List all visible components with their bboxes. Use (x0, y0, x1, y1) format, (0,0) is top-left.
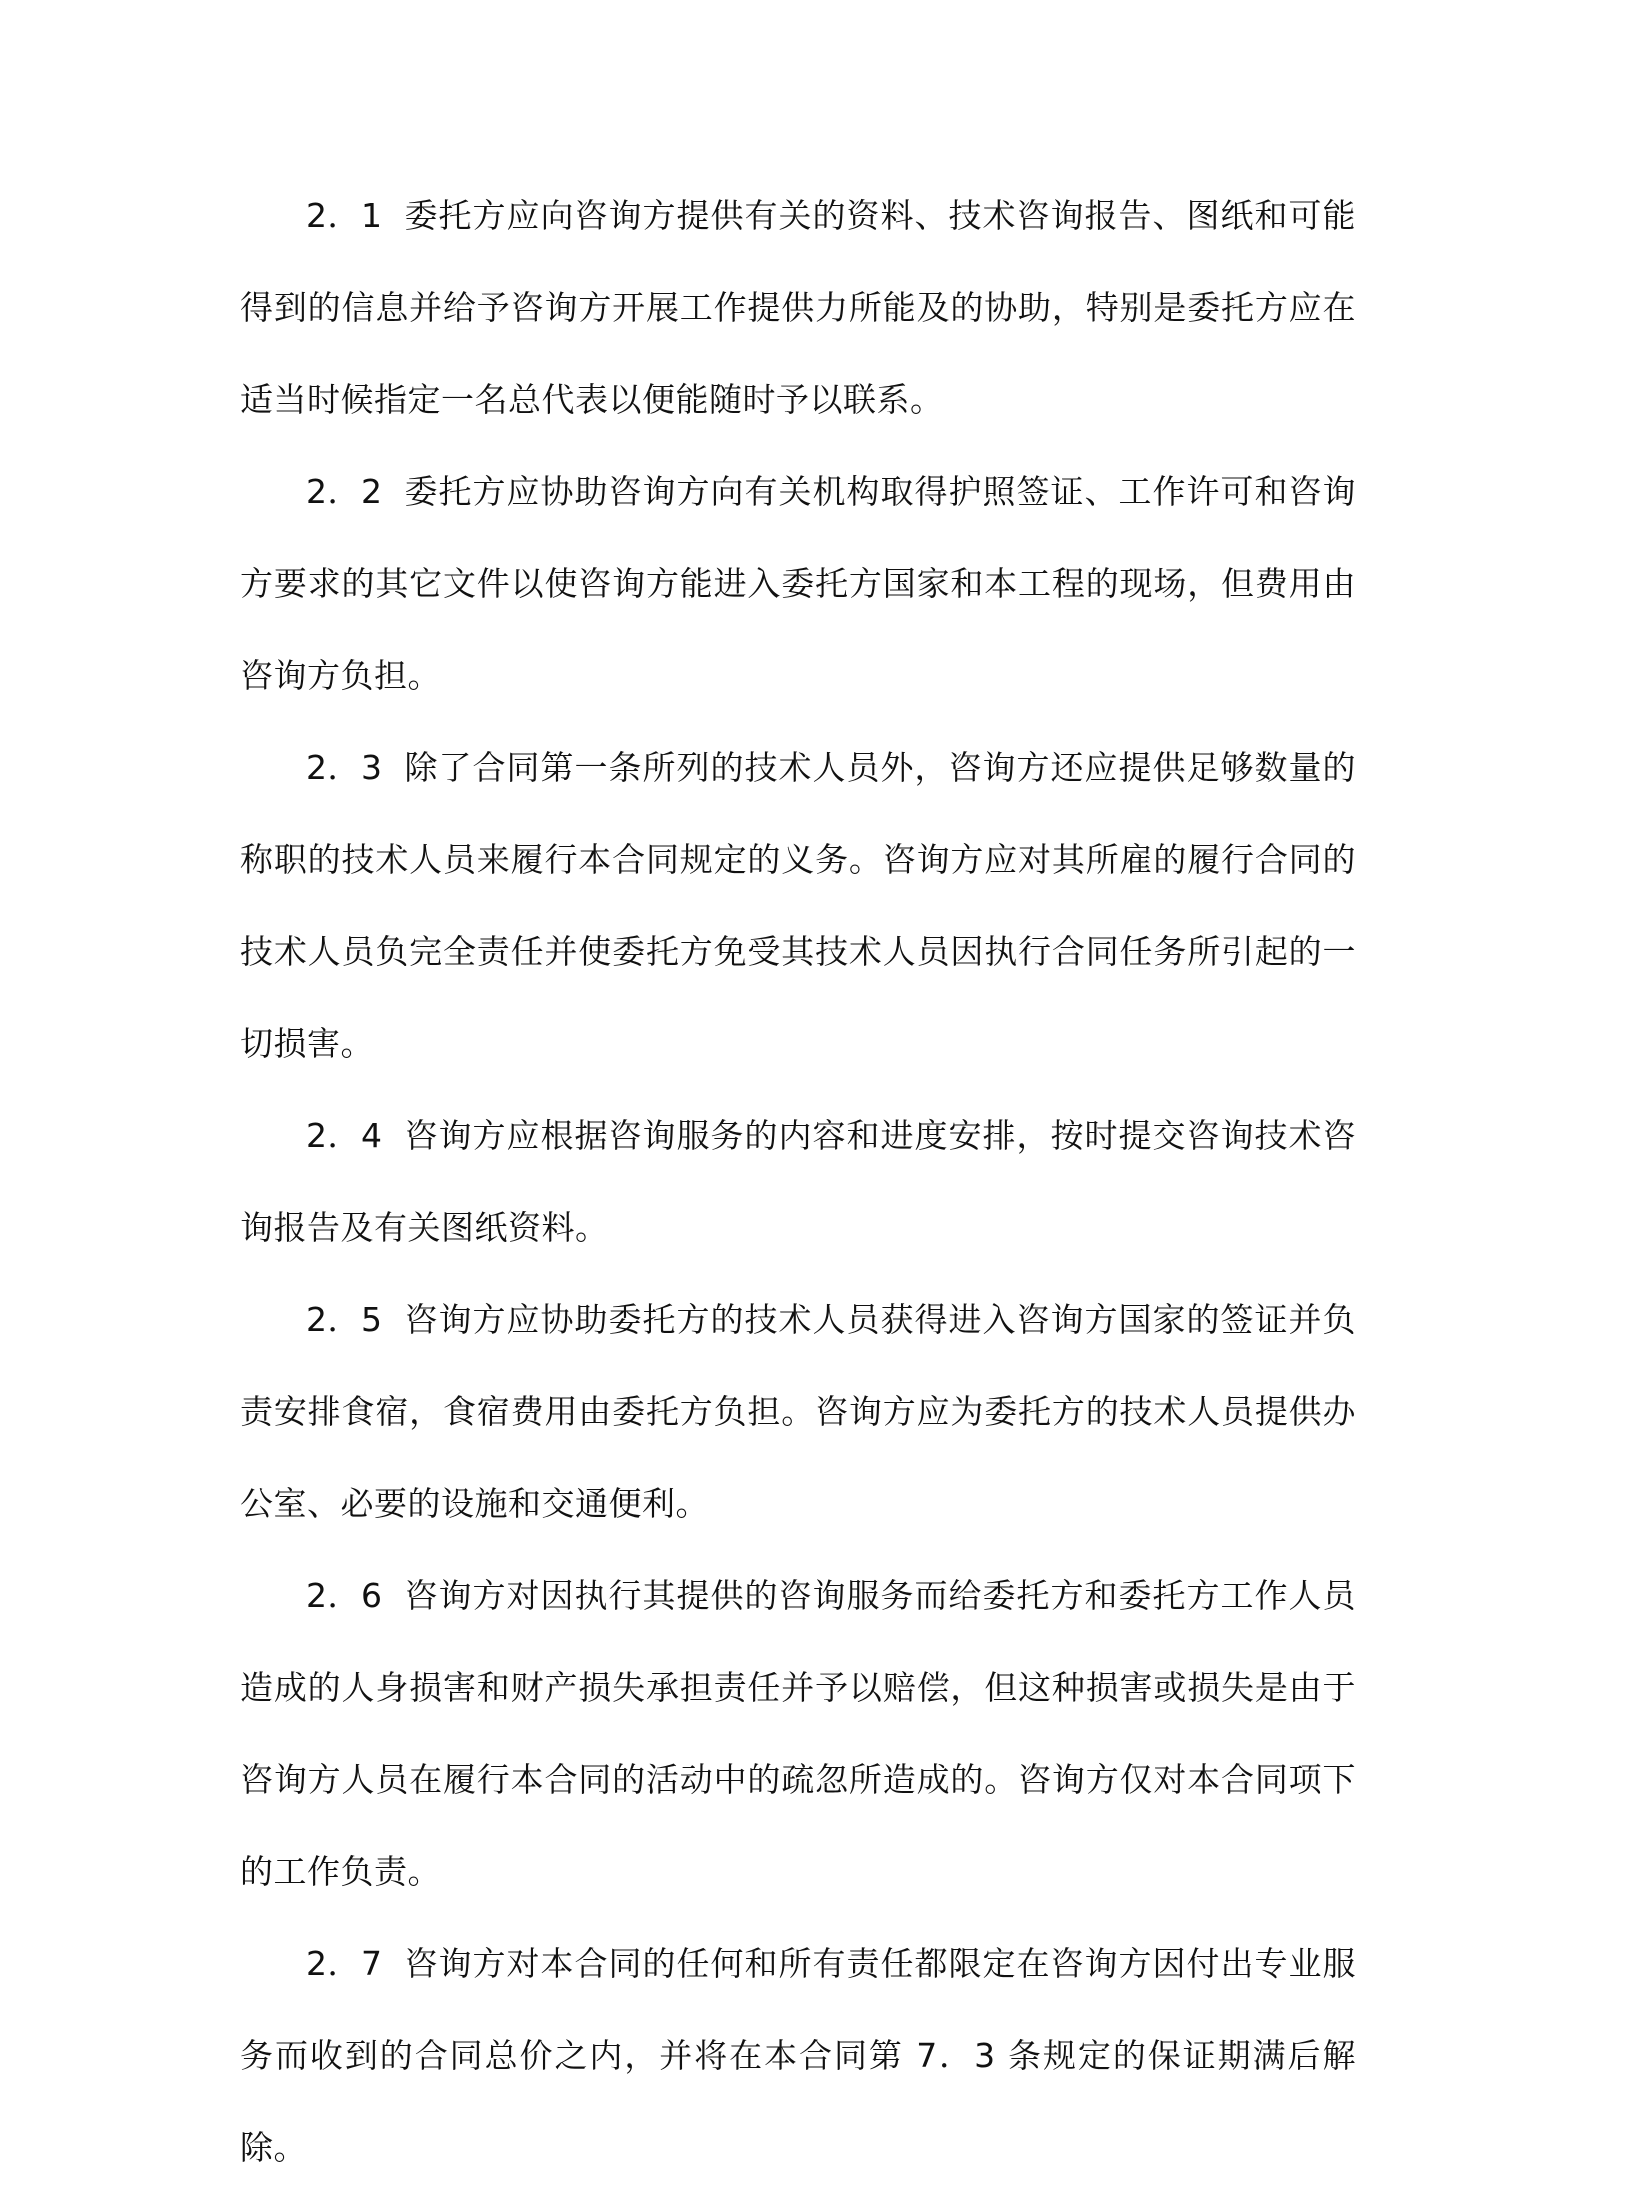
clause-2-7 (240, 1918, 1356, 2194)
clause-2-3 (240, 722, 1356, 1090)
clause-number: 2．4 (306, 1116, 383, 1155)
clause-text: 咨询方对本合同的任何和所有责任都限定在咨询方因付出专业服务而收到的合同总价之内，并将在本合同第 7．3 条规定的保证期满后解除。 (240, 1944, 1356, 2167)
clause-text: 委托方应向咨询方提供有关的资料、技术咨询报告、图纸和可能得到的信息并给予咨询方开展工作提供力所能及的协助，特别是委托方应在适当时候指定一名总代表以便能随时予以联系。 (240, 196, 1356, 419)
clause-text: 委托方应协助咨询方向有关机构取得护照签证、工作许可和咨询方要求的其它文件以使咨询方能进入委托方国家和本工程的现场，但费用由咨询方负担。 (240, 472, 1356, 695)
clause-2-1 (240, 170, 1356, 446)
clause-2-4 (240, 1090, 1356, 1274)
clause-number: 2．6 (306, 1576, 383, 1615)
clause-2-6 (240, 1550, 1356, 1918)
clause-number: 2．5 (306, 1300, 383, 1339)
clause-list (240, 170, 1356, 2194)
clause-number: 2．3 (306, 748, 383, 787)
clause-text: 咨询方应协助委托方的技术人员获得进入咨询方国家的签证并负责安排食宿，食宿费用由委托方负担。咨询方应为委托方的技术人员提供办公室、必要的设施和交通便利。 (240, 1300, 1356, 1523)
clause-text: 除了合同第一条所列的技术人员外，咨询方还应提供足够数量的称职的技术人员来履行本合同规定的义务。咨询方应对其所雇的履行合同的技术人员负完全责任并使委托方免受其技术人员因执行合同任务所引起的一切损害。 (240, 748, 1356, 1063)
clause-2-2 (240, 446, 1356, 722)
clause-text: 咨询方对因执行其提供的咨询服务而给委托方和委托方工作人员造成的人身损害和财产损失承担责任并予以赔偿，但这种损害或损失是由于咨询方人员在履行本合同的活动中的疏忽所造成的。咨询方仅对本合同项下的工作负责。 (240, 1576, 1356, 1891)
clause-number: 2．1 (306, 196, 383, 235)
clause-number: 2．2 (306, 472, 383, 511)
clause-2-5 (240, 1274, 1356, 1550)
clause-text: 咨询方应根据咨询服务的内容和进度安排，按时提交咨询技术咨询报告及有关图纸资料。 (240, 1116, 1356, 1247)
clause-number: 2．7 (306, 1944, 383, 1983)
